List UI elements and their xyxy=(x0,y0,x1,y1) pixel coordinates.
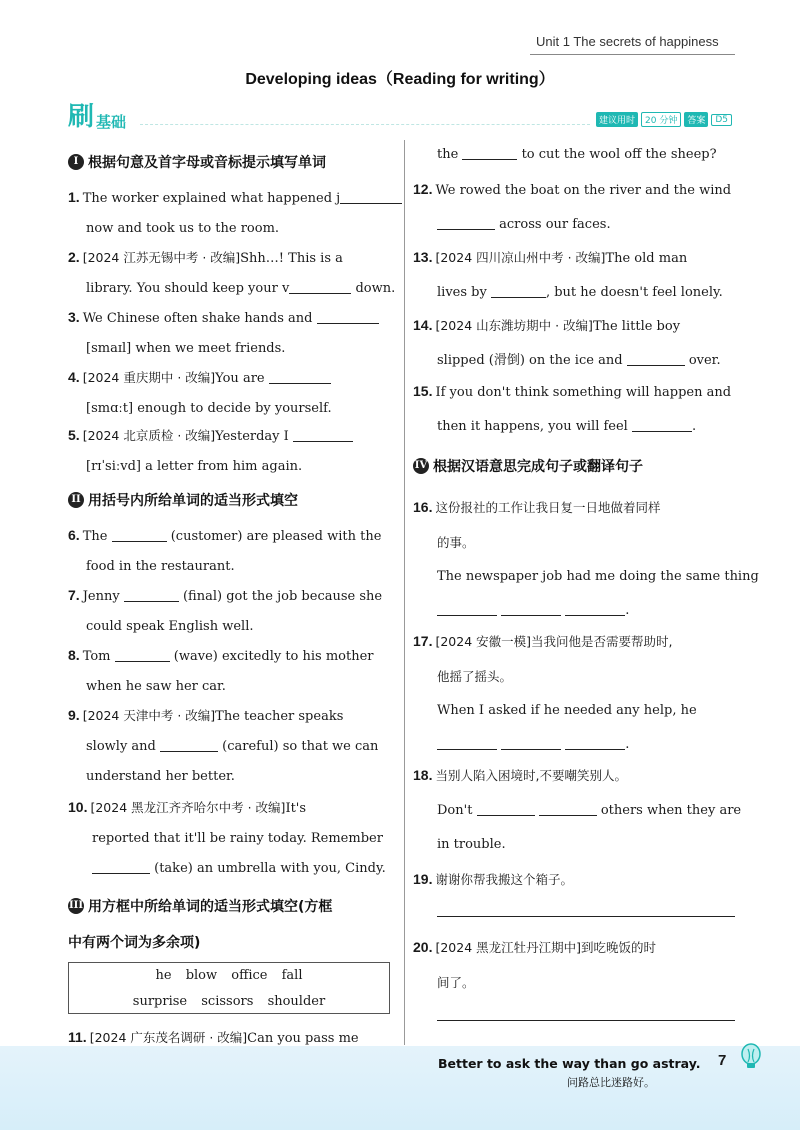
question-text: (wave) excitedly to his mother xyxy=(173,649,374,664)
answer-blank[interactable] xyxy=(565,602,625,616)
answer-page: D5 xyxy=(711,114,732,126)
question-1 xyxy=(68,182,390,244)
answer-blank[interactable] xyxy=(112,528,167,542)
question-chinese: 到吃晚饭的时 xyxy=(581,940,657,955)
question-17: 17. [2024 安徽一模]当我问他是否需要帮助时, 他摇了摇头。 When I asked if he needed any help, he . xyxy=(413,624,735,762)
question-15 xyxy=(413,376,735,446)
question-text: slowly and xyxy=(86,739,156,754)
question-10 xyxy=(68,792,390,884)
part-3-title-line2: 中有两个词为多余项) xyxy=(68,935,201,951)
question-text: Can you pass me xyxy=(247,1031,359,1046)
question-text: could speak English well. xyxy=(86,619,254,634)
question-text: the xyxy=(437,147,459,162)
answer-blank[interactable] xyxy=(627,352,685,366)
word-box-row-1 xyxy=(69,963,389,989)
question-text: Shh…! This is a xyxy=(240,251,343,266)
question-20 xyxy=(413,930,735,1000)
question-source: [2024 黑龙江牡丹江期中] xyxy=(435,940,582,955)
question-source: [2024 北京质检 · 改编] xyxy=(82,428,216,443)
brand-divider xyxy=(140,124,590,125)
part-2-title: 用括号内所给单词的适当形式填空 xyxy=(88,493,298,509)
brand-logo xyxy=(68,104,126,130)
footer-quote-chinese: 问路总比迷路好。 xyxy=(567,1076,655,1089)
part-3-number: III xyxy=(68,898,84,914)
word-option: office xyxy=(231,968,268,983)
answer-blank[interactable] xyxy=(437,216,495,230)
word-option: blow xyxy=(185,968,218,983)
question-number: 7. xyxy=(68,587,80,603)
question-number: 20. xyxy=(413,939,433,955)
question-source: [2024 山东潍坊期中 · 改编] xyxy=(435,318,593,333)
question-chinese: 当别人陷入困境时,不要嘲笑别人。 xyxy=(435,768,627,783)
question-number: 8. xyxy=(68,647,80,663)
header-rule xyxy=(530,54,735,55)
question-2 xyxy=(68,242,396,304)
question-chinese: 谢谢你帮我搬这个箱子。 xyxy=(435,872,573,887)
question-text: [smɑːt] enough to decide by yourself. xyxy=(86,401,332,416)
part-1-number: I xyxy=(68,154,84,170)
answer-blank[interactable] xyxy=(289,280,351,294)
answer-blank[interactable] xyxy=(477,802,535,816)
answer-blank[interactable] xyxy=(92,860,150,874)
question-12 xyxy=(413,174,735,244)
part-3-heading-cont xyxy=(68,932,200,952)
question-text: reported that it'll be rainy today. Remember xyxy=(92,831,383,846)
word-option: scissors xyxy=(201,994,254,1009)
question-text: We Chinese often shake hands and xyxy=(82,311,313,326)
question-text: down. xyxy=(355,281,396,296)
unit-header: Unit 1 The secrets of happiness xyxy=(536,34,719,49)
answer-blank[interactable] xyxy=(491,284,546,298)
question-13 xyxy=(413,242,735,312)
word-box xyxy=(68,962,390,1014)
answer-blank[interactable] xyxy=(437,736,497,750)
question-text: The little boy xyxy=(592,319,681,334)
question-text: when he saw her car. xyxy=(86,679,226,694)
question-chinese: 间了。 xyxy=(437,975,475,990)
question-number: 2. xyxy=(68,249,80,265)
question-number: 18. xyxy=(413,767,433,783)
answer-line[interactable] xyxy=(437,916,735,917)
question-text: The newspaper job had me doing the same thing xyxy=(437,569,759,584)
question-source: [2024 天津中考 · 改编] xyxy=(82,708,216,723)
question-text: slipped (滑倒) on the ice and xyxy=(437,353,623,368)
question-text: now and took us to the room. xyxy=(86,221,280,236)
question-source: [2024 广东茂名调研 · 改编] xyxy=(89,1030,248,1045)
question-text: The old man xyxy=(605,251,688,266)
answer-blank[interactable] xyxy=(115,648,170,662)
part-2-heading xyxy=(68,490,298,510)
question-text: When I asked if he needed any help, he xyxy=(437,703,697,718)
answer-blank[interactable] xyxy=(124,588,179,602)
question-18 xyxy=(413,758,742,862)
word-option: fall xyxy=(281,968,303,983)
question-text: (customer) are pleased with the xyxy=(170,529,382,544)
word-option: he xyxy=(155,968,172,983)
part-4-title: 根据汉语意思完成句子或翻译句子 xyxy=(433,459,643,475)
question-source: [2024 四川凉山州中考 · 改编] xyxy=(435,250,606,265)
part-4-heading xyxy=(413,456,643,476)
question-text: [smaɪl] when we meet friends. xyxy=(86,341,286,356)
question-4 xyxy=(68,362,390,424)
question-text: Jenny xyxy=(82,589,120,604)
question-3 xyxy=(68,302,390,364)
question-number: 3. xyxy=(68,309,80,325)
question-text: The worker explained what happened j xyxy=(82,191,341,206)
question-text: (take) an umbrella with you, Cindy. xyxy=(154,861,386,876)
question-number: 1. xyxy=(68,189,80,205)
question-number: 15. xyxy=(413,383,433,399)
question-text: Yesterday I xyxy=(215,429,289,444)
question-number: 12. xyxy=(413,181,433,197)
question-number: 19. xyxy=(413,871,433,887)
question-text: lives by xyxy=(437,285,487,300)
answer-blank[interactable] xyxy=(539,802,597,816)
question-16: 16. 这份报社的工作让我日复一日地做着同样 的事。 The newspaper job had me doing the same thing . xyxy=(413,499,759,618)
question-source: [2024 江苏无锡中考 · 改编] xyxy=(82,250,241,265)
question-text: Don't xyxy=(437,803,473,818)
question-text: (careful) so that we can xyxy=(222,739,379,754)
word-option: surprise xyxy=(132,994,188,1009)
question-text: (final) got the job because she xyxy=(182,589,383,604)
question-text: over. xyxy=(688,353,721,368)
part-3-heading xyxy=(68,896,332,916)
question-text: [rɪˈsiːvd] a letter from him again. xyxy=(86,459,303,474)
question-number: 6. xyxy=(68,527,80,543)
word-box-row-2 xyxy=(69,989,389,1015)
question-text: The xyxy=(82,529,108,544)
question-number: 11. xyxy=(68,1029,87,1045)
question-text: . xyxy=(691,419,697,434)
question-6 xyxy=(68,520,390,582)
column-divider xyxy=(404,140,405,1045)
answer-label: 答案 xyxy=(684,112,708,127)
question-text: The teacher speaks xyxy=(215,709,344,724)
answer-blank[interactable] xyxy=(293,428,353,442)
part-1-heading xyxy=(68,152,326,172)
question-14 xyxy=(413,310,735,380)
question-5 xyxy=(68,420,390,482)
brand-big: 刷 xyxy=(68,102,95,132)
part-4-number: IV xyxy=(413,458,429,474)
question-chinese: 的事。 xyxy=(437,535,475,550)
question-7 xyxy=(68,580,390,642)
question-11-cont xyxy=(437,140,737,170)
question-number: 16. xyxy=(413,499,433,515)
question-number: 10. xyxy=(68,799,88,815)
part-3-title-line1: 用方框中所给单词的适当形式填空(方框 xyxy=(88,899,333,915)
question-9 xyxy=(68,700,390,792)
answer-blank[interactable] xyxy=(340,190,402,204)
question-number: 14. xyxy=(413,317,433,333)
answer-blank[interactable] xyxy=(437,602,497,616)
question-text: If you don't think something will happen and xyxy=(435,385,732,400)
question-chinese: 他摇了摇头。 xyxy=(437,669,513,684)
question-text: across our faces. xyxy=(499,217,611,232)
part-2-number: II xyxy=(68,492,84,508)
question-source: [2024 安徽一模] xyxy=(435,634,532,649)
page-number: 7 xyxy=(718,1052,727,1069)
footer-quote: Better to ask the way than go astray. xyxy=(438,1056,701,1071)
question-number: 13. xyxy=(413,249,433,265)
question-text: food in the restaurant. xyxy=(86,559,235,574)
section-title: Developing ideas（Reading for writing） xyxy=(245,71,555,88)
answer-blank[interactable] xyxy=(501,736,561,750)
question-text: in trouble. xyxy=(437,837,506,852)
answer-blank[interactable] xyxy=(501,602,561,616)
question-text: then it happens, you will feel xyxy=(437,419,628,434)
question-source: [2024 黑龙江齐齐哈尔中考 · 改编] xyxy=(90,800,286,815)
answer-blank[interactable] xyxy=(160,738,218,752)
question-number: 17. xyxy=(413,633,433,649)
question-19 xyxy=(413,862,735,898)
brand-small: 基础 xyxy=(96,113,127,131)
time-answer-meta xyxy=(596,112,732,127)
suggest-time-value: 20 分钟 xyxy=(641,112,681,127)
answer-blank[interactable] xyxy=(317,310,379,324)
answer-blank[interactable] xyxy=(565,736,625,750)
question-number: 9. xyxy=(68,707,80,723)
question-text: We rowed the boat on the river and the wind xyxy=(435,183,732,198)
question-chinese: 这份报社的工作让我日复一日地做着同样 xyxy=(435,500,661,515)
answer-blank[interactable] xyxy=(269,370,331,384)
question-8 xyxy=(68,640,390,702)
part-1-title: 根据句意及首字母或音标提示填写单词 xyxy=(88,155,326,171)
answer-blank[interactable] xyxy=(462,146,517,160)
question-text: , but he doesn't feel lonely. xyxy=(545,285,723,300)
lightbulb-icon xyxy=(737,1042,765,1072)
question-text: You are xyxy=(215,371,265,386)
suggest-time-label: 建议用时 xyxy=(596,112,638,127)
word-option: shoulder xyxy=(267,994,326,1009)
question-chinese: 当我问他是否需要帮助时, xyxy=(531,634,673,649)
answer-blank[interactable] xyxy=(632,418,692,432)
question-source: [2024 重庆期中 · 改编] xyxy=(82,370,216,385)
question-text: library. You should keep your v xyxy=(86,281,290,296)
question-text: to cut the wool off the sheep? xyxy=(521,147,717,162)
question-number: 5. xyxy=(68,427,80,443)
question-text: understand her better. xyxy=(86,769,235,784)
question-text: Tom xyxy=(82,649,111,664)
question-text: It's xyxy=(285,801,307,816)
answer-line[interactable] xyxy=(437,1020,735,1021)
question-text: others when they are xyxy=(600,803,742,818)
question-number: 4. xyxy=(68,369,80,385)
